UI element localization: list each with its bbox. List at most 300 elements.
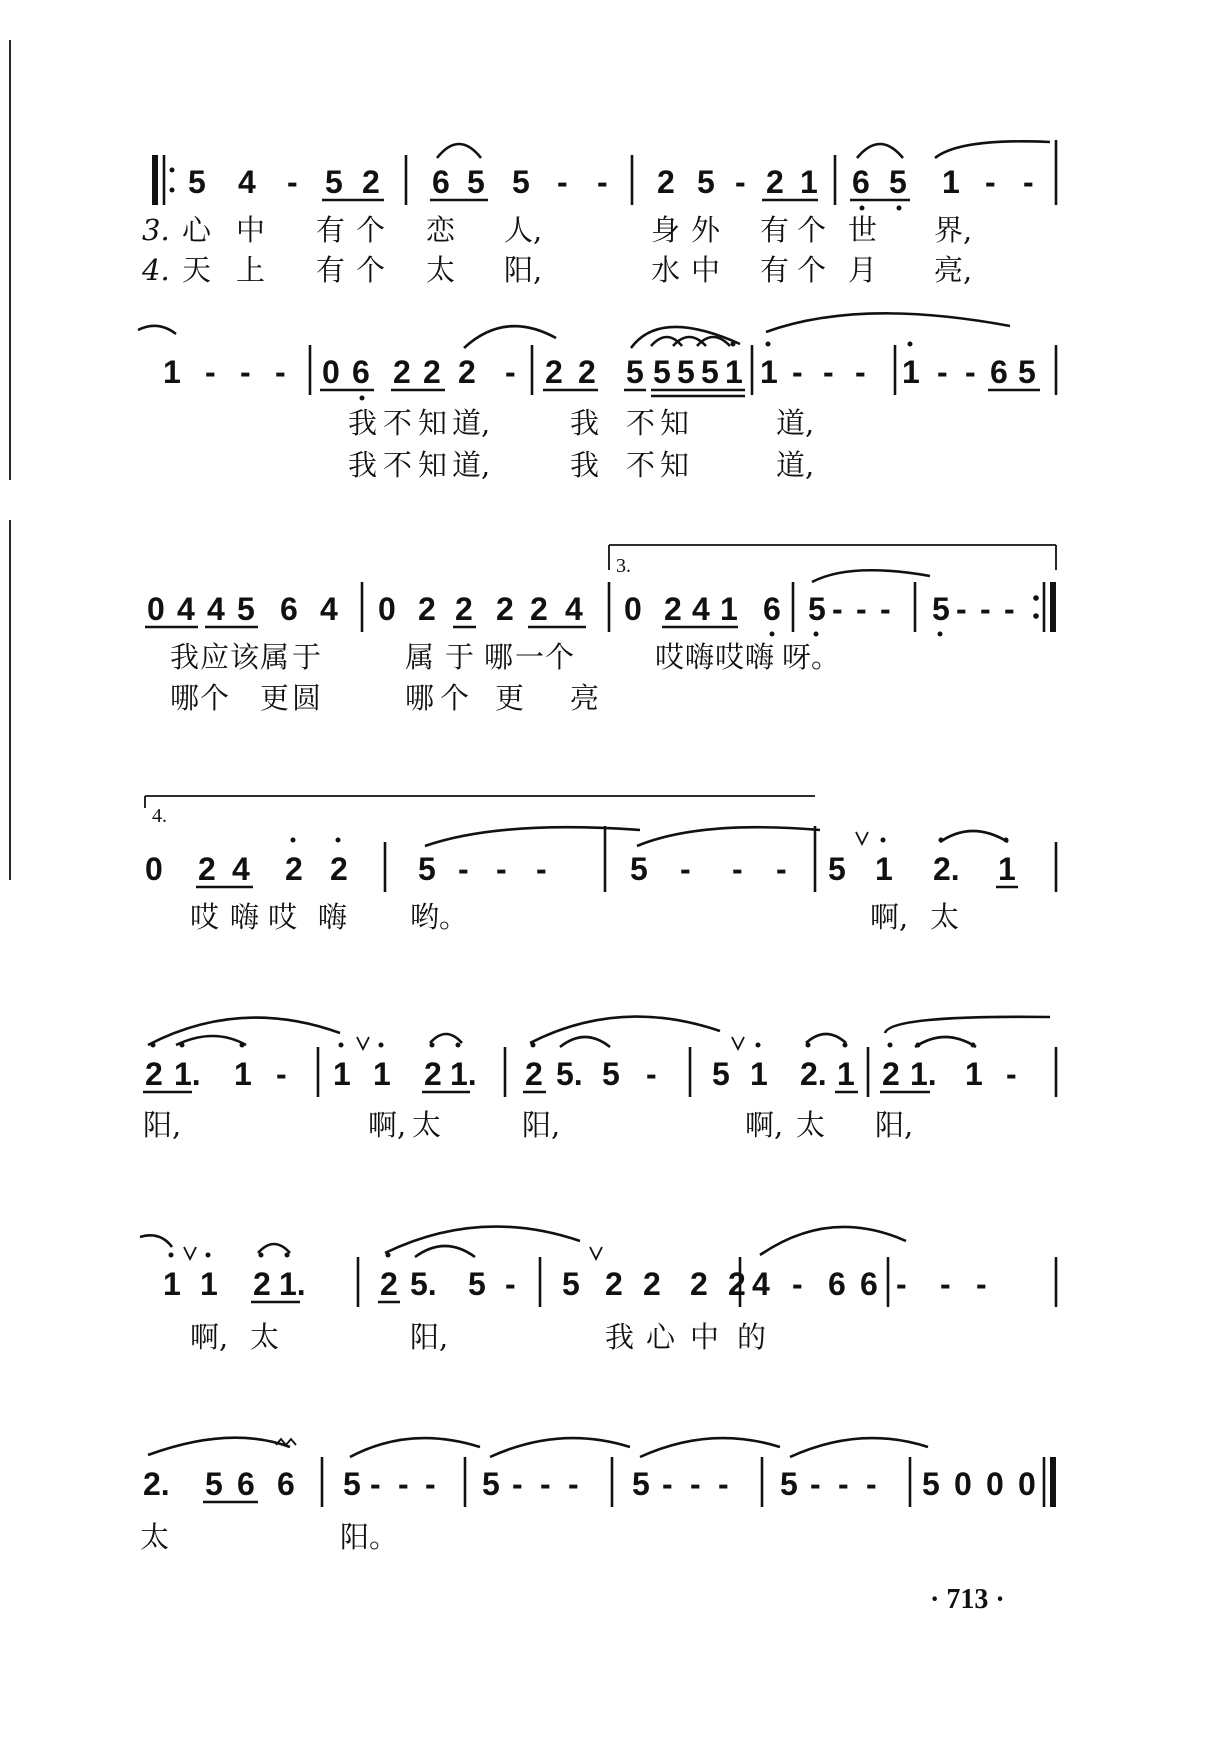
note: 2 [423, 354, 441, 390]
dash: - [540, 1466, 551, 1502]
dash: - [680, 851, 691, 887]
repeat-dot [1033, 595, 1039, 601]
lyric: 嗨 [745, 640, 775, 674]
lyric: 有 [316, 213, 346, 247]
lyric: 不 [383, 406, 413, 440]
dash: - [568, 1466, 579, 1502]
lyric: 啊, [745, 1108, 784, 1142]
lyric: 个 [440, 681, 470, 715]
lyric: 知 [660, 406, 690, 440]
tie [350, 1438, 480, 1457]
lyric: 上 [236, 253, 266, 287]
dash: - [940, 1266, 951, 1302]
note: 0 [322, 354, 340, 390]
note: 0 [1018, 1466, 1036, 1502]
dash: - [980, 591, 991, 627]
lyric: 道, [776, 448, 815, 482]
score-row-5 [0, 975, 1226, 1175]
high-dot [291, 838, 296, 843]
note: 2 [198, 851, 216, 887]
repeat-dot [1033, 613, 1039, 619]
score-row-7 [0, 1385, 1226, 1585]
dash: - [832, 591, 843, 627]
verse-number: 4. [142, 253, 170, 287]
tie [530, 1017, 720, 1043]
lyric: 于 [292, 640, 322, 674]
dash: - [287, 164, 298, 200]
note: 2 [496, 591, 514, 627]
note: 2 [145, 1056, 163, 1092]
lyric: 的 [737, 1320, 767, 1354]
high-dot [339, 1043, 344, 1048]
high-dot [766, 342, 771, 347]
score-row-1 [0, 100, 1226, 300]
note: 6 [763, 591, 781, 627]
lyric: 我 [605, 1320, 635, 1354]
lyric: 属 [260, 640, 290, 674]
tie-continuation [138, 326, 176, 334]
lyric: 人, [504, 213, 543, 247]
dash: - [398, 1466, 409, 1502]
lyric: 月 [848, 253, 878, 287]
lyric: 哪 [170, 681, 200, 715]
note: 5 [512, 164, 530, 200]
note: 0 [624, 591, 642, 627]
note: 5 [325, 164, 343, 200]
note: 1 [373, 1056, 391, 1092]
dash: - [597, 164, 608, 200]
lyric: 更 [495, 681, 525, 715]
low-dot [770, 632, 775, 637]
lyric: 知 [418, 448, 448, 482]
note: 5. [410, 1266, 437, 1302]
note: 5 [1018, 354, 1036, 390]
lyric: 天 [182, 253, 212, 287]
lyric: 太 [140, 1520, 170, 1554]
slur [430, 1034, 462, 1043]
slur [560, 1037, 610, 1047]
low-dot [938, 632, 943, 637]
note: 1 [875, 851, 893, 887]
slur [915, 1037, 976, 1047]
volta-label: 3. [616, 555, 631, 577]
note: 2 [643, 1266, 661, 1302]
note: 5 [922, 1466, 940, 1502]
note: 1 [163, 1266, 181, 1302]
note: 2 [418, 591, 436, 627]
note: 1 [725, 354, 743, 390]
note: 5 [808, 591, 826, 627]
note: 5 [562, 1266, 580, 1302]
lyric: 阳, [875, 1108, 914, 1142]
dash: - [505, 1266, 516, 1302]
dash: - [505, 354, 516, 390]
high-dot [379, 1043, 384, 1048]
dash: - [370, 1466, 381, 1502]
lyric: 个 [200, 681, 230, 715]
lyric: 知 [660, 448, 690, 482]
dash: - [557, 164, 568, 200]
dash: - [810, 1466, 821, 1502]
lyric: 有 [316, 253, 346, 287]
tie [935, 141, 1050, 158]
note: 0 [147, 591, 165, 627]
note: 2 [578, 354, 596, 390]
verse-number: 3. [142, 213, 170, 247]
high-dot [908, 342, 913, 347]
lyric: 属 [405, 640, 435, 674]
slur [940, 831, 1008, 842]
note: 6 [277, 1466, 295, 1502]
note: 2. [933, 851, 960, 887]
note: 2 [766, 164, 784, 200]
lyric: 个 [797, 253, 827, 287]
lyric: 中 [236, 213, 266, 247]
high-dot [169, 1253, 174, 1258]
lyric: 哟。 [410, 900, 469, 934]
lyric: 知 [418, 406, 448, 440]
note: 5 [889, 164, 907, 200]
note: 5. [556, 1056, 583, 1092]
score-row-6 [0, 1185, 1226, 1385]
dash: - [646, 1056, 657, 1092]
note: 4 [232, 851, 250, 887]
tie [790, 1438, 928, 1457]
lyric: 个 [545, 640, 575, 674]
note: 4 [565, 591, 583, 627]
lyric: 一 [515, 640, 545, 674]
tie [640, 1438, 780, 1457]
note: 4 [752, 1266, 770, 1302]
lyric: 嗨 [230, 900, 260, 934]
lyric: 外 [691, 213, 721, 247]
breath-mark [732, 1037, 744, 1049]
tie-continuation [140, 1235, 172, 1247]
note: 2 [545, 354, 563, 390]
dash: - [732, 851, 743, 887]
note: 5 [626, 354, 644, 390]
note: 2 [455, 591, 473, 627]
note: 5 [482, 1466, 500, 1502]
note: 5 [188, 164, 206, 200]
note: 6 [352, 354, 370, 390]
dash: - [776, 851, 787, 887]
note: 5 [630, 851, 648, 887]
note: 0 [378, 591, 396, 627]
dash: - [536, 851, 547, 887]
note: 1. [450, 1056, 477, 1092]
note: 2 [458, 354, 476, 390]
dash: - [718, 1466, 729, 1502]
lyric: 太 [930, 900, 960, 934]
note: - [896, 1266, 907, 1302]
note: 5 [205, 1466, 223, 1502]
tie [812, 570, 930, 582]
note: 5 [697, 164, 715, 200]
note: 5 [237, 591, 255, 627]
dash: - [976, 1266, 987, 1302]
page-number [930, 1578, 1050, 1623]
slur [415, 1246, 475, 1257]
breath-mark [856, 832, 868, 844]
lyric: 恋 [426, 213, 456, 247]
lyric: 太 [796, 1108, 826, 1142]
note: 6 [237, 1466, 255, 1502]
dash: - [205, 354, 216, 390]
note: 5 [468, 1266, 486, 1302]
note: 6 [432, 164, 450, 200]
tie [766, 313, 1010, 332]
low-dot [360, 396, 365, 401]
score-row-3 [0, 510, 1226, 715]
breath-mark [184, 1247, 196, 1259]
note: 2 [424, 1056, 442, 1092]
tie [148, 1018, 340, 1045]
dash: - [866, 1466, 877, 1502]
lyric: 个 [356, 253, 386, 287]
note: 1 [942, 164, 960, 200]
dash: - [425, 1466, 436, 1502]
tie [148, 1438, 290, 1455]
lyric: 阳, [410, 1320, 449, 1354]
lyric: 亮, [934, 253, 973, 287]
note: 1 [163, 354, 181, 390]
lyric: 水 [651, 253, 681, 287]
note: 1 [965, 1056, 983, 1092]
note: 1 [837, 1056, 855, 1092]
lyric: 更 [260, 681, 290, 715]
dash: - [512, 1466, 523, 1502]
lyric: 哪 [484, 640, 514, 674]
note: 2 [380, 1266, 398, 1302]
dash: - [823, 354, 834, 390]
lyric: 界, [934, 213, 973, 247]
tie [425, 827, 640, 846]
note: 5 [467, 164, 485, 200]
high-dot [881, 838, 886, 843]
dash: - [240, 354, 251, 390]
note: 1. [910, 1056, 937, 1092]
lyric: 啊, [870, 900, 909, 934]
note: 2 [530, 591, 548, 627]
tie [760, 1227, 906, 1255]
note: 1 [800, 164, 818, 200]
lyric: 身 [651, 213, 681, 247]
dash: - [838, 1466, 849, 1502]
note: - [792, 1266, 803, 1302]
note: 2 [525, 1056, 543, 1092]
note: 2 [657, 164, 675, 200]
slur [437, 144, 481, 158]
breath-mark [357, 1037, 369, 1049]
lyric: 道, [452, 406, 491, 440]
note: 5 [712, 1056, 730, 1092]
lyric: 世 [848, 213, 878, 247]
dash: - [855, 354, 866, 390]
lyric: 哎 [268, 900, 298, 934]
note: 4 [238, 164, 256, 200]
lyric: 嗨 [685, 640, 715, 674]
note: 0 [986, 1466, 1004, 1502]
lyric: 我 [348, 406, 378, 440]
note: 5 [780, 1466, 798, 1502]
lyric: 于 [445, 640, 475, 674]
high-dot [1004, 838, 1009, 843]
lyric: 我 [570, 448, 600, 482]
low-dot [897, 206, 902, 211]
high-dot [336, 838, 341, 843]
high-dot [430, 1043, 435, 1048]
note: 5 [828, 851, 846, 887]
note: 2 [285, 851, 303, 887]
note: 0 [954, 1466, 972, 1502]
note: 1 [333, 1056, 351, 1092]
lyric: 不 [626, 448, 656, 482]
note: 2 [664, 591, 682, 627]
high-dot [888, 1043, 893, 1048]
high-dot [206, 1253, 211, 1258]
note: 1 [750, 1056, 768, 1092]
dash: - [985, 164, 996, 200]
note: 5 [602, 1056, 620, 1092]
low-dot [814, 632, 819, 637]
lyric: 我 [348, 448, 378, 482]
high-dot [756, 1043, 761, 1048]
note: 2 [362, 164, 380, 200]
note: 5 [632, 1466, 650, 1502]
note: 2. [143, 1466, 170, 1502]
lyric: 哎 [190, 900, 220, 934]
dash: - [937, 354, 948, 390]
note: 5 [701, 354, 719, 390]
note: 1 [760, 354, 778, 390]
score-row-4 [0, 770, 1226, 970]
note: 1 [200, 1266, 218, 1302]
lyric: 阳, [522, 1108, 561, 1142]
note: 6 [990, 354, 1008, 390]
note: 6 [280, 591, 298, 627]
note: 1. [174, 1056, 201, 1092]
slur [857, 144, 903, 158]
lyric: 太 [426, 253, 456, 287]
dash: - [275, 354, 286, 390]
lyric: 嗨 [318, 900, 348, 934]
lyric: 阳。 [340, 1520, 399, 1554]
breath-mark [590, 1247, 602, 1259]
tie [637, 827, 820, 846]
note: 0 [145, 851, 163, 887]
volta-label: 4. [152, 805, 167, 827]
dash: - [880, 591, 891, 627]
lyric: 阳, [143, 1108, 182, 1142]
lyric: 太 [250, 1320, 280, 1354]
note: 6 [852, 164, 870, 200]
high-dot [456, 1043, 461, 1048]
lyric: 阳, [504, 253, 543, 287]
dash: - [956, 591, 967, 627]
note: 2 [605, 1266, 623, 1302]
lyric: 太 [412, 1108, 442, 1142]
note: 5 [418, 851, 436, 887]
dash: - [965, 354, 976, 390]
note: 2 [728, 1266, 746, 1302]
note: 1 [234, 1056, 252, 1092]
note: 4 [320, 591, 338, 627]
note: 5 [653, 354, 671, 390]
dash: - [792, 354, 803, 390]
dash: - [496, 851, 507, 887]
lyric: 有 [760, 213, 790, 247]
lyric: 不 [626, 406, 656, 440]
lyric: 中 [690, 1320, 720, 1354]
lyric: 哪 [405, 681, 435, 715]
lyric: 啊, [368, 1108, 407, 1142]
lyric: 不 [383, 448, 413, 482]
note: 5 [343, 1466, 361, 1502]
tie [464, 326, 556, 348]
slur [806, 1034, 846, 1043]
note: 1 [902, 354, 920, 390]
note: 2 [253, 1266, 271, 1302]
lyric: 心 [182, 213, 212, 247]
lyric: 道, [452, 448, 491, 482]
lyric: 哎 [715, 640, 745, 674]
dash: - [1004, 591, 1015, 627]
lyric: 个 [356, 213, 386, 247]
dash: - [1006, 1056, 1017, 1092]
dash: - [735, 164, 746, 200]
lyric: 亮 [570, 681, 600, 715]
lyric: 啊, [190, 1320, 229, 1354]
tie [885, 1017, 1050, 1033]
repeat-dot [170, 188, 175, 193]
score-row-2 [0, 290, 1226, 490]
note: 1. [279, 1266, 306, 1302]
note: 4 [177, 591, 195, 627]
dash: - [1023, 164, 1034, 200]
note: 5 [677, 354, 695, 390]
slur [258, 1244, 290, 1253]
lyric: 心 [646, 1320, 676, 1354]
lyric: 中 [691, 253, 721, 287]
dash: - [856, 591, 867, 627]
dash: - [276, 1056, 287, 1092]
note: 5 [932, 591, 950, 627]
note: 2 [882, 1056, 900, 1092]
tie [490, 1438, 630, 1457]
repeat-dot [170, 168, 175, 173]
note: 2 [690, 1266, 708, 1302]
dash: 6 [828, 1266, 846, 1302]
note: 4 [207, 591, 225, 627]
note: 4 [692, 591, 710, 627]
page-number-text: · 713 · [930, 1584, 1005, 1615]
lyric: 哎 [655, 640, 685, 674]
note: 1 [998, 851, 1016, 887]
note: 2. [800, 1056, 827, 1092]
lyric: 有 [760, 253, 790, 287]
lyric: 我 [170, 640, 200, 674]
dash: - [458, 851, 469, 887]
lyric: 应 [200, 640, 230, 674]
lyric: 该 [230, 640, 260, 674]
note: 2 [330, 851, 348, 887]
note: 2 [393, 354, 411, 390]
lyric: 道, [776, 406, 815, 440]
low-dot [860, 206, 865, 211]
slur [176, 1036, 246, 1045]
dash: - [662, 1466, 673, 1502]
